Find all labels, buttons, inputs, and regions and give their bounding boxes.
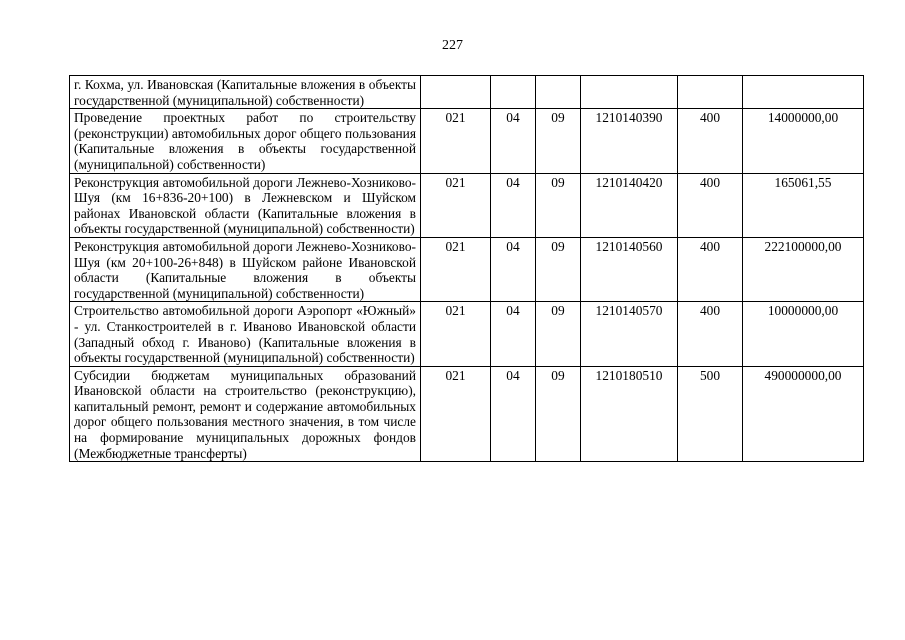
row-description: Реконструкция автомобильной дороги Лежнево-Хозниково-Шуя (км 20+100-26+848) в Шуйском районе Ивановской области (Капитальные вложения в объекты государственной (муниципальной) собственности) xyxy=(70,237,421,301)
row-description: Строительство автомобильной дороги Аэропорт «Южный» - ул. Станкостроителей в г. Иваново Ивановской области (Западный обход г. Иваново) (Капитальные вложения в объекты государственной (муниципальной) собственности) xyxy=(70,302,421,366)
row-description: Реконструкция автомобильной дороги Лежнево-Хозниково-Шуя (км 16+836-20+100) в Лежневском и Шуйском районах Ивановской области (Капитальные вложения в объекты государственной (муниципальной) собственности) xyxy=(70,173,421,237)
row-code: 021 xyxy=(421,109,491,173)
row-target-article: 1210180510 xyxy=(581,366,678,462)
row-code xyxy=(421,76,491,109)
row-subsection: 09 xyxy=(536,237,581,301)
row-subsection: 09 xyxy=(536,109,581,173)
table-row xyxy=(70,302,864,366)
row-description: Проведение проектных работ по строительству (реконструкции) автомобильных дорог общего пользования (Капитальные вложения в объекты государственной (муниципальной) собственности) xyxy=(70,109,421,173)
row-amount: 165061,55 xyxy=(743,173,864,237)
row-subsection xyxy=(536,76,581,109)
table-row xyxy=(70,366,864,462)
table-row xyxy=(70,76,864,109)
row-target-article: 1210140390 xyxy=(581,109,678,173)
row-target-article: 1210140570 xyxy=(581,302,678,366)
row-expense-type xyxy=(678,76,743,109)
table-row xyxy=(70,173,864,237)
row-expense-type: 400 xyxy=(678,237,743,301)
row-section: 04 xyxy=(491,302,536,366)
row-amount: 490000000,00 xyxy=(743,366,864,462)
row-section: 04 xyxy=(491,366,536,462)
row-subsection: 09 xyxy=(536,366,581,462)
row-section: 04 xyxy=(491,237,536,301)
row-code: 021 xyxy=(421,302,491,366)
row-code: 021 xyxy=(421,173,491,237)
row-target-article: 1210140560 xyxy=(581,237,678,301)
row-amount: 14000000,00 xyxy=(743,109,864,173)
budget-table-body xyxy=(70,76,864,462)
row-subsection: 09 xyxy=(536,302,581,366)
row-description: г. Кохма, ул. Ивановская (Капитальные вложения в объекты государственной (муниципальной) собственности) xyxy=(70,76,421,109)
row-target-article: 1210140420 xyxy=(581,173,678,237)
row-target-article xyxy=(581,76,678,109)
table-row xyxy=(70,109,864,173)
row-expense-type: 400 xyxy=(678,173,743,237)
row-amount: 10000000,00 xyxy=(743,302,864,366)
page-number: 227 xyxy=(442,38,463,53)
row-code: 021 xyxy=(421,237,491,301)
row-section: 04 xyxy=(491,173,536,237)
row-amount xyxy=(743,76,864,109)
table-row xyxy=(70,237,864,301)
row-expense-type: 500 xyxy=(678,366,743,462)
row-amount: 222100000,00 xyxy=(743,237,864,301)
row-description: Субсидии бюджетам муниципальных образований Ивановской области на строительство (реконструкцию), капитальный ремонт, ремонт и содержание автомобильных дорог общего пользования местного значения, в том числе на формирование муниципальных дорожных фондов (Межбюджетные трансферты) xyxy=(70,366,421,462)
row-section xyxy=(491,76,536,109)
row-expense-type: 400 xyxy=(678,109,743,173)
budget-table xyxy=(69,75,864,462)
row-code: 021 xyxy=(421,366,491,462)
row-subsection: 09 xyxy=(536,173,581,237)
row-section: 04 xyxy=(491,109,536,173)
row-expense-type: 400 xyxy=(678,302,743,366)
